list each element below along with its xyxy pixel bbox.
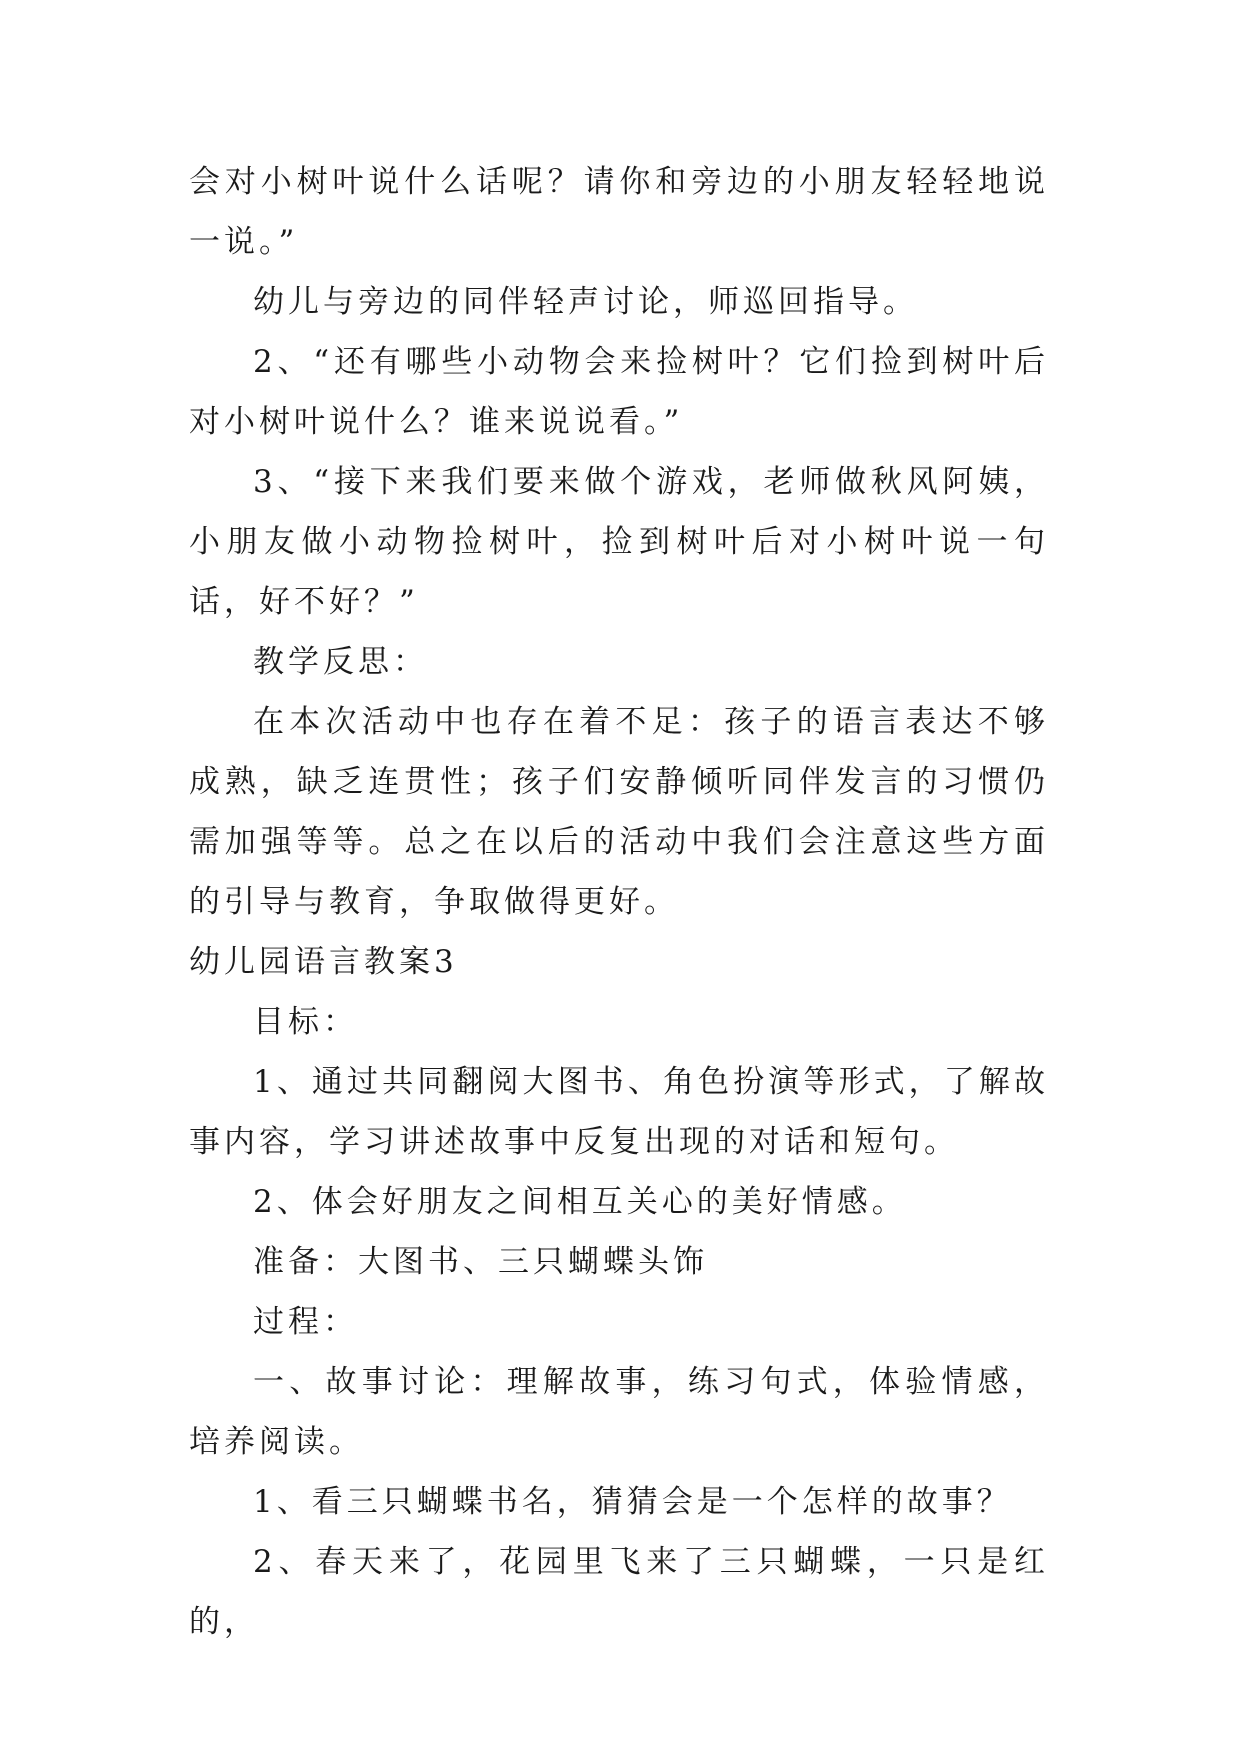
section-label: 目标： <box>253 1004 358 1040</box>
paragraph: 1、看三只蝴蝶书名，猜猜会是一个怎样的故事？ <box>253 1484 1012 1520</box>
paragraph: 会对小树叶说什么话呢？请你和旁边的小朋友轻轻地说一说。” <box>189 164 1049 260</box>
document-page <box>189 152 1049 1652</box>
paragraph: 1、通过共同翻阅大图书、角色扮演等形式，了解故事内容，学习讲述故事中反复出现的对话和短句。 <box>189 1064 1049 1160</box>
section-label: 教学反思： <box>253 644 428 680</box>
paragraph: 准备：大图书、三只蝴蝶头饰 <box>253 1244 708 1280</box>
paragraph: 一、故事讨论：理解故事，练习句式，体验情感，培养阅读。 <box>189 1364 1049 1460</box>
paragraph: 幼儿与旁边的同伴轻声讨论，师巡回指导。 <box>253 284 918 320</box>
paragraph: 2、“还有哪些小动物会来捡树叶？它们捡到树叶后对小树叶说什么？谁来说说看。” <box>189 344 1049 440</box>
paragraph: 3、“接下来我们要来做个游戏，老师做秋风阿姨，小朋友做小动物捡树叶，捡到树叶后对小树叶说一句话，好不好？” <box>189 464 1049 620</box>
paragraph: 2、体会好朋友之间相互关心的美好情感。 <box>253 1184 907 1220</box>
paragraph: 在本次活动中也存在着不足：孩子的语言表达不够成熟，缺乏连贯性；孩子们安静倾听同伴发言的习惯仍需加强等等。总之在以后的活动中我们会注意这些方面的引导与教育，争取做得更好。 <box>189 704 1049 920</box>
section-heading: 幼儿园语言教案3 <box>189 944 458 980</box>
section-label: 过程： <box>253 1304 358 1340</box>
paragraph: 2、春天来了，花园里飞来了三只蝴蝶，一只是红的， <box>189 1544 1049 1640</box>
